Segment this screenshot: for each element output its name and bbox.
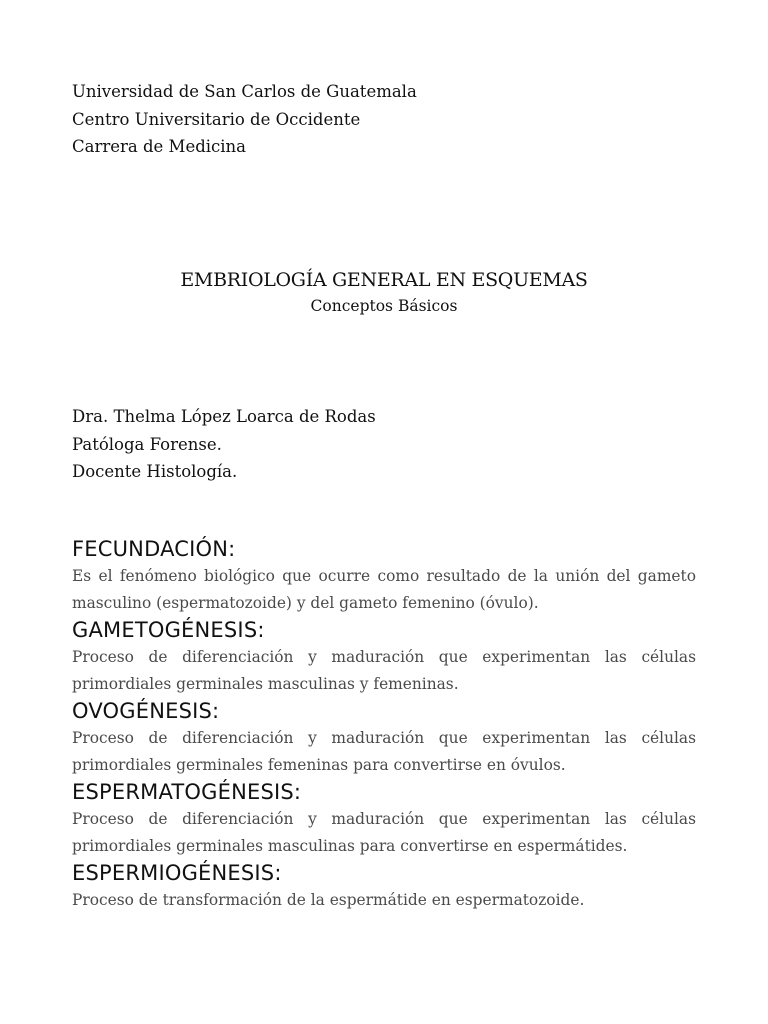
author-role: Patóloga Forense. <box>72 434 222 454</box>
term-heading: OVOGÉNESIS: <box>72 699 220 723</box>
definitions-list <box>72 536 696 914</box>
document-subtitle: Conceptos Básicos <box>310 297 458 315</box>
document-title: EMBRIOLOGÍA GENERAL EN ESQUEMAS <box>180 269 588 291</box>
university-name: Universidad de San Carlos de Guatemala <box>72 82 417 101</box>
institution-header <box>72 78 417 161</box>
definition-entry <box>72 860 696 914</box>
term-definition: Proceso de transformación de la espermátide en espermatozoide. <box>72 891 585 909</box>
program-name: Carrera de Medicina <box>72 137 247 156</box>
campus-name: Centro Universitario de Occidente <box>72 109 361 129</box>
author-position: Docente Histología. <box>72 462 238 481</box>
definition-entry <box>72 779 696 860</box>
author-block <box>72 403 376 486</box>
term-heading: FECUNDACIÓN: <box>72 537 236 561</box>
term-heading: ESPERMIOGÉNESIS: <box>72 861 282 885</box>
term-definition: Es el fenómeno biológico que ocurre como resultado de la unión del gameto masculino (espermatozoide) y del gameto femenino (óvulo). <box>72 567 696 612</box>
term-definition: Proceso de diferenciación y maduración que experimentan las células primordiales germinales masculinas para convertirse en espermátides. <box>72 810 696 855</box>
term-definition: Proceso de diferenciación y maduración que experimentan las células primordiales germinales masculinas y femeninas. <box>72 648 696 693</box>
term-heading: ESPERMATOGÉNESIS: <box>72 780 302 804</box>
definition-entry <box>72 617 696 698</box>
term-definition: Proceso de diferenciación y maduración que experimentan las células primordiales germinales femeninas para convertirse en óvulos. <box>72 729 696 774</box>
author-name: Dra. Thelma López Loarca de Rodas <box>72 407 376 426</box>
term-heading: GAMETOGÉNESIS: <box>72 618 265 642</box>
definition-entry <box>72 536 696 617</box>
title-block <box>0 267 768 317</box>
definition-entry <box>72 698 696 779</box>
